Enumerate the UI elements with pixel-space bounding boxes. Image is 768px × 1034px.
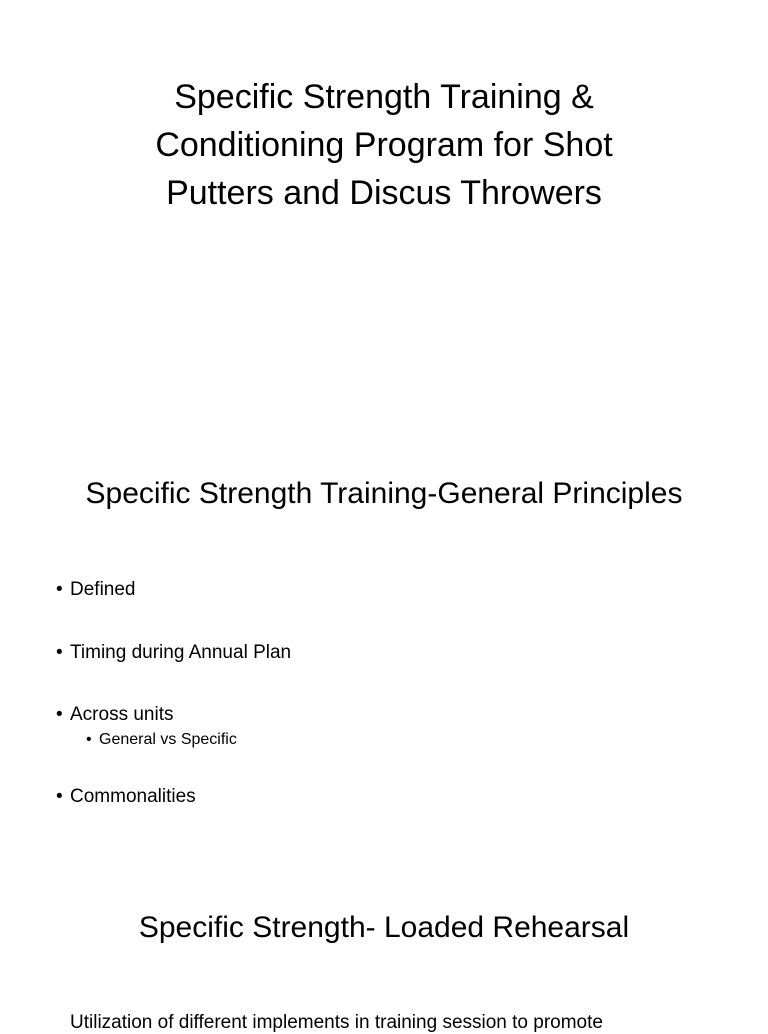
bullet-across-units: • Across units [56,704,174,725]
bullet-dot: • [86,731,92,748]
title-line-1: Specific Strength Training & [174,78,594,116]
title-line-3: Putters and Discus Throwers [166,174,602,212]
bullet-commonalities: • Commonalities [56,786,196,807]
slide-3-title: Specific Strength- Loaded Rehearsal [138,911,630,944]
slide-3-partial-bullet: Utilization of different implements in training session to promote [70,1012,603,1033]
bullet-timing: • Timing during Annual Plan [56,642,292,663]
sub-bullet-general-vs-specific: • General vs Specific [86,731,237,748]
bullet-dot: • [56,786,63,807]
slide-2-title: Specific Strength Training-General Principles [85,477,683,510]
bullet-dot: • [56,704,63,725]
bullet-dot: • [56,642,63,663]
title-line-2: Conditioning Program for Shot [155,126,613,164]
bullet-defined: • Defined [56,579,136,600]
bullet-dot: • [56,579,63,600]
